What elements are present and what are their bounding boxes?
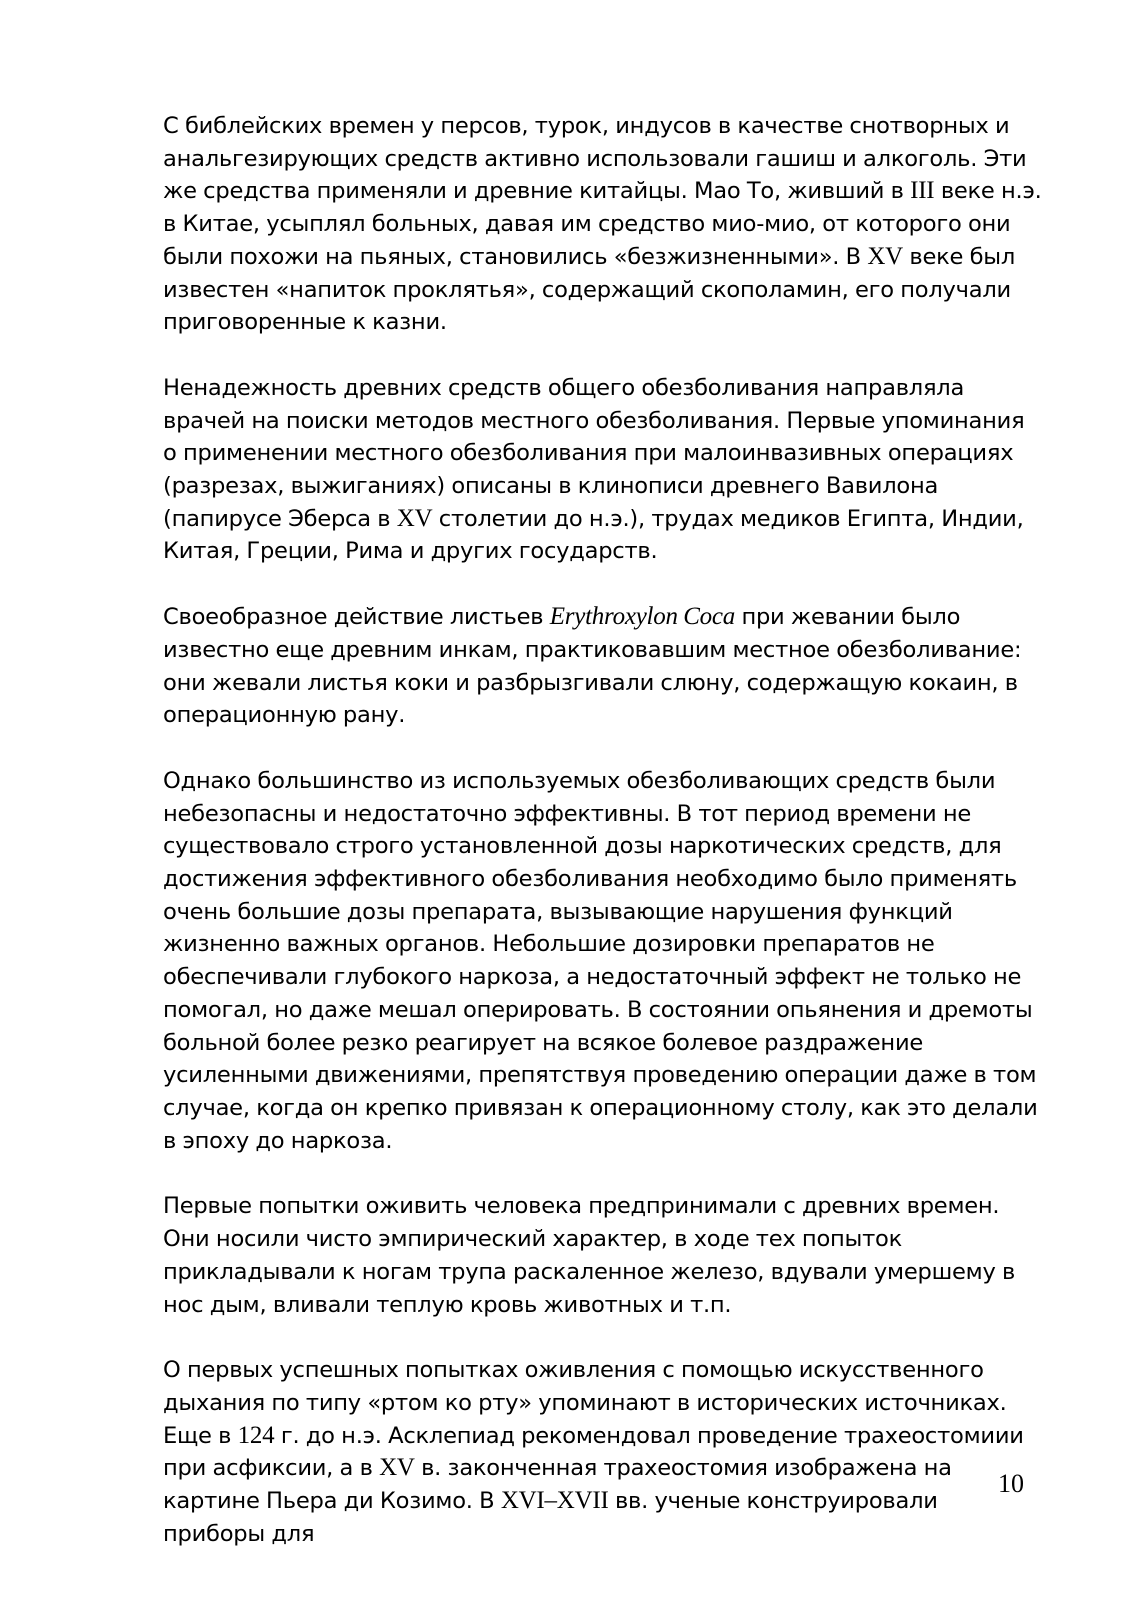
text-run: Однако большинство из используемых обезболивающих средств были небезопасны и недостаточно эффективны. В тот период времени не существовало строго установленной дозы наркотических средств, для достижения эффективного обезболивания необходимо было применять очень большие дозы препарата, вызывающие нарушения функций жизненно важных органов. Небольшие дозировки препаратов не обеспечивали глубокого наркоза, а недостаточный эффект не только не помогал, но даже мешал оперировать. В состоянии опьянения и дремоты больной более резко реагирует на всякое болевое раздражение усиленными движениями, препятствуя проведению операции даже в том случае, когда он крепко привязан к операционному столу, как это делали в эпоху до наркоза. (163, 767, 1038, 1154)
page-number: 10 (998, 1469, 1024, 1498)
text-run: вв. ученые конструировали приборы для (163, 1488, 938, 1547)
text-run: Первые попытки оживить человека предпринимали с древних времен. Они носили чисто эмпирический характер, в ходе тех попыток прикладывали к ногам трупа раскаленное железо, вдували умершему в нос дым, вливали теплую кровь животных и т.п. (163, 1193, 1016, 1318)
text-run: веке был известен «напиток проклятья», содержащий скополамин, его получали приговоренные к казни. (163, 243, 1016, 336)
paragraph-1 (163, 110, 1043, 339)
text-run: С библейских времен у персов, турок, индусов в качестве снотворных и анальгезирующих средств активно использовали гашиш и алкоголь. Эти же средства применяли и древние китайцы. Мао То, живший в (163, 113, 1027, 205)
text-run: г. до н.э. Асклепиад рекомендовал проведение трахеостомиии при асфиксии, а в (163, 1422, 1024, 1482)
body-text (163, 110, 1043, 1583)
text-run: Erythroxylon Coca (549, 603, 736, 631)
text-run: О первых успешных попытках оживления с помощью искусственного дыхания по типу «ртом ко рту» упоминают в исторических источниках. Еще в (163, 1357, 1007, 1449)
paragraph-6 (163, 1354, 1043, 1550)
text-run: 124 (237, 1421, 275, 1449)
text-run: Ненадежность древних средств общего обезболивания направляла врачей на поиски методов местного обезболивания. Первые упоминания о применении местного обезболивания при малоинвазивных операциях (разрезах, выжиганиях) описаны в клинописи древнего Вавилона (папирусе Эберса в (163, 374, 1025, 532)
text-run: XV (867, 242, 903, 270)
text-run: III (910, 177, 935, 205)
paragraph-5 (163, 1190, 1043, 1321)
text-run: Своеобразное действие листьев (163, 604, 550, 631)
paragraph-4 (163, 765, 1043, 1157)
paragraph-2 (163, 372, 1043, 568)
text-run: при жевании было известно еще древним инкам, практиковавшим местное обезболивание: они жевали листья коки и разбрызгивали слюну, содержащую кокаин, в операционную рану. (163, 604, 1022, 729)
text-run: XV (396, 504, 433, 532)
paragraph-3 (163, 601, 1043, 732)
text-run: в. законченная трахеостомия изображена на картине Пьера ди Козимо. В (163, 1455, 952, 1515)
text-run: XV (379, 1454, 415, 1482)
text-run: веке н.э. в Китае, усыплял больных, давая им средство мио-мио, от которого они были похожи на пьяных, становились «безжизненными». В (163, 178, 1042, 270)
text-run: столетии до н.э.), трудах медиков Египта, Индии, Китая, Греции, Рима и других государств. (163, 505, 1024, 565)
text-run: XVI–XVII (500, 1487, 609, 1515)
